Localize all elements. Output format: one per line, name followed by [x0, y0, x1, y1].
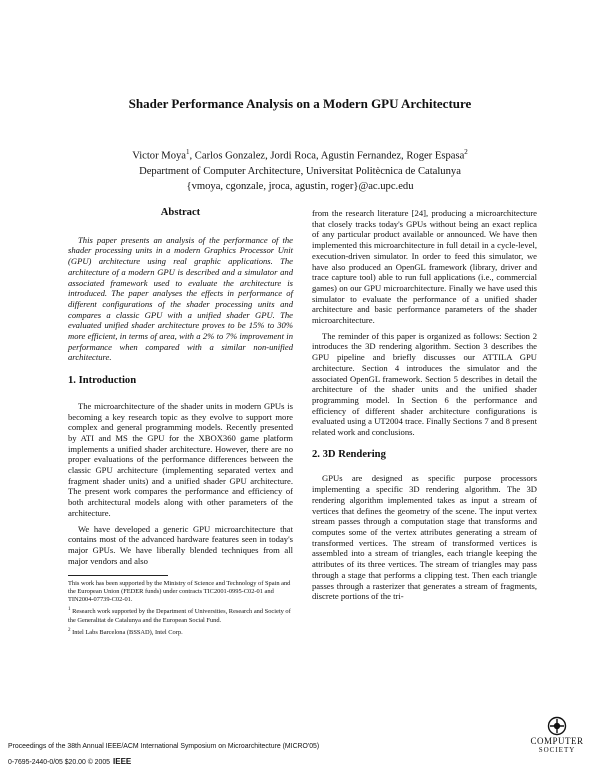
section-2-heading: 2. 3D Rendering: [312, 448, 386, 460]
footnote-1-marker: 1: [68, 607, 71, 613]
paper-organization-paragraph: The reminder of this paper is organized as follows: Section 2 introduces the 3D rendering algorithm. Section 3 describes the GPU pipeline and briefly discusses our ATTILA GPU architecture. Section 4 introduces the simulator and the associated OpenGL framework. Section 5 describes in detail the architecture of the shader units and the unified shader programming model. In Section 6 the performance and efficiency of different shader architecture configurations is evaluated using a UT2004 trace. Finally Sections 7 and 8 present related work and conclusions.: [312, 330, 537, 438]
section-1-heading: 1. Introduction: [68, 375, 137, 387]
computer-society-emblem-icon: [546, 716, 568, 736]
abstract-heading: Abstract: [160, 207, 201, 218]
isbn-line: [8, 757, 131, 766]
footnote-2: [68, 627, 293, 637]
right-column: [312, 208, 537, 607]
section-2-paragraph-1: GPUs are designed as specific purpose processors implementing a specific 3D rendering algorithm. The 3D rendering algorithm implemented takes as input a stream of vertices that defines the geometry of the scene. The input vertex stream passes through a computation stage that transforms and computes some of the vertex attributes generating a stream of transformed vertices. The stream of transformed vertices is assembled into a stream of triangles, each triangle keeping the attributes of its three vertices. The stream of triangles may pass through a stage that performs a clipping test. Then each triangle passes through a rasterizer that generates a stream of fragments, discrete portions of the tri-: [312, 473, 537, 602]
logo-line-2: SOCIETY: [538, 746, 576, 754]
footnote-1: [68, 606, 293, 624]
footnote-2-text: Intel Labs Barcelona (BSSAD), Intel Corp.: [70, 628, 183, 636]
left-column: [68, 208, 293, 639]
intro-continuation: from the research literature [24], producing a microarchitecture that closely tracks today's GPUs without being an exact replica of any particular product available or announced. We have then implemented this microarchitecture in full detail in a cycle-level, execution-driven simulator. In order to feed this simulator, we have also produced an OpenGL framework (library, driver and trace capture tool) able to run full applications (i.e., commercial games) on our GPU microarchitecture. Finally we have used this simulator to evaluate the performance of a unified shader architecture and basic performance parameters of the shader microarchitecture.: [312, 208, 537, 326]
author-sup-2: 2: [464, 148, 468, 156]
author-names: [0, 145, 600, 164]
section-1-paragraph-2: We have developed a generic GPU microarchitecture that contains most of the advanced hardware features seen in today's major GPUs. We have liberally blended techniques from all major vendors and also: [68, 523, 293, 566]
author-names-part2: , Carlos Gonzalez, Jordi Roca, Agustin Fernandez, Roger Espasa: [189, 150, 465, 162]
section-1-paragraph-1: The microarchitecture of the shader units in modern GPUs is becoming a key research topic as they evolve to support more complex and general programming models. Recently presented by ATI and MS the GPU for the XBOX360 game platform implements a unified shader architecture. However, there are no proper evaluations of the performance differences between the classic GPU architecture (implementing separated vertex and fragment shader units) and a unified shader GPU architecture. The present work compares the performance and efficiency of both architectural models along with other parameters of the architecture.: [68, 400, 293, 518]
author-block: [0, 145, 600, 194]
isbn-text: 0-7695-2440-0/05 $20.00 © 2005: [8, 759, 111, 766]
abstract-text: This paper presents an analysis of the performance of the shader processing units in a modern Graphics Processor Unit (GPU) architecture using real graphic applications. The architecture of a modern GPU is described and a simulator and associated framework used to evaluate the architecture is introduced. The paper analyses the effects in performance of different configurations of the shader processing units and compares a classic GPU with a unified shader GPU. The evaluated unified shader architecture proves to be 15% to 30% more efficient, in terms of area, with a 2% to 7% improvement in performance when compared with a similar non-unified architecture.: [68, 234, 293, 363]
footnote-divider: [68, 575, 168, 576]
ieee-mark: IEEE: [113, 757, 132, 766]
paper-title: Shader Performance Analysis on a Modern GPU Architecture: [128, 96, 472, 111]
footnote-funding: This work has been supported by the Ministry of Science and Technology of Spain and the European Union (FEDER funds) under contracts TIC2001-0995-C02-01 and TIN2004-07739-C02-01.: [68, 580, 291, 604]
affiliation: Department of Computer Architecture, Universitat Politècnica de Catalunya: [139, 165, 461, 177]
footnote-1-text: Research work supported by the Department of Universities, Research and Society of the Generalitat de Catalunya and the European Social Fund.: [68, 608, 291, 624]
author-names-part1: Victor Moya: [132, 150, 186, 162]
author-sup-1: 1: [186, 148, 190, 156]
proceedings-citation: Proceedings of the 38th Annual IEEE/ACM International Symposium on Microarchitecture (MICRO'05): [8, 743, 320, 750]
logo-line-1: COMPUTER: [530, 736, 584, 746]
footnote-2-marker: 2: [68, 627, 71, 633]
footnotes: [68, 580, 293, 636]
computer-society-logo: [524, 716, 590, 755]
author-emails: {vmoya, cgonzale, jroca, agustin, roger}@ac.upc.edu: [186, 180, 414, 192]
